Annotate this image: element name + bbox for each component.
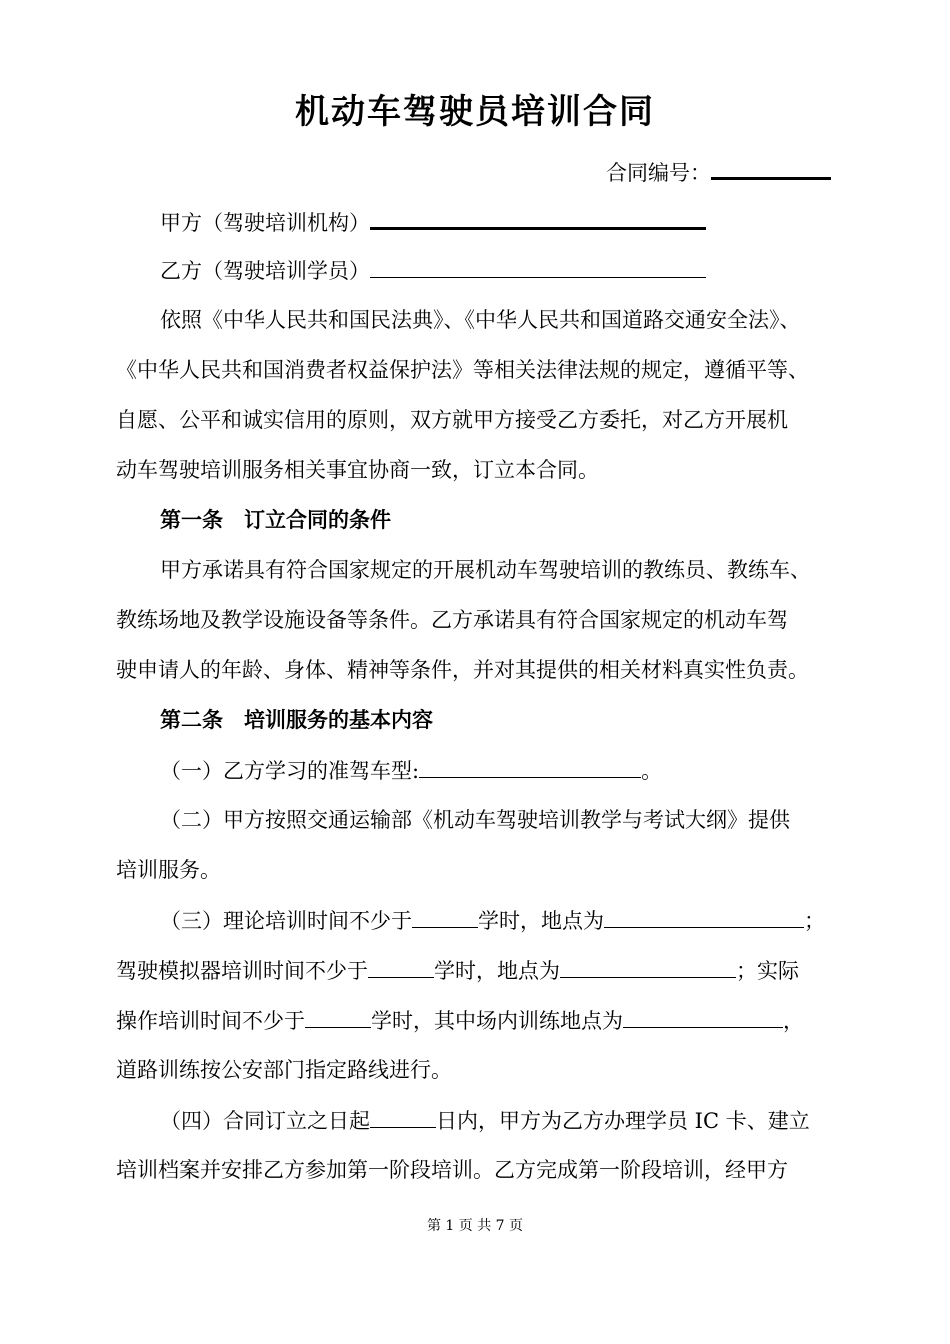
item-1-line	[160, 755, 662, 786]
item-3-line-2	[116, 955, 799, 986]
intro-line: 《中华人民共和国消费者权益保护法》等相关法律法规的规定，遵循平等、	[116, 358, 809, 382]
item-3-text: 学时，地点为	[478, 909, 604, 933]
article-1-line: 甲方承诺具有符合国家规定的开展机动车驾驶培训的教练员、教练车、	[160, 558, 811, 582]
page-footer: 第 1 页 共 7 页	[426, 1218, 524, 1234]
item-3-text: ，	[783, 1009, 804, 1033]
item-3-text: 驾驶模拟器培训时间不少于	[116, 959, 368, 983]
simulator-location-blank	[560, 955, 736, 978]
article-1-line: 教练场地及教学设施设备等条件。乙方承诺具有符合国家规定的机动车驾	[116, 608, 788, 632]
item-4-line-2: 培训档案并安排乙方参加第一阶段培训。乙方完成第一阶段培训，经甲方	[116, 1158, 788, 1182]
contract-number-line	[606, 155, 831, 188]
item-3-text: ；实际	[736, 959, 799, 983]
theory-location-blank	[604, 905, 804, 928]
field-location-blank	[623, 1005, 783, 1028]
item-3-line-4: 道路训练按公安部门指定路线进行。	[116, 1058, 452, 1082]
item-3-text: 操作培训时间不少于	[116, 1009, 305, 1033]
party-b-blank	[370, 255, 706, 278]
item-1-label: （一）乙方学习的准驾车型:	[160, 759, 420, 783]
item-3-text: 学时，其中场内训练地点为	[371, 1009, 623, 1033]
intro-line: 自愿、公平和诚实信用的原则，双方就甲方接受乙方委托，对乙方开展机	[116, 408, 788, 432]
party-b-label: 乙方（驾驶培训学员）	[160, 259, 370, 283]
contract-number-blank	[711, 155, 831, 180]
item-4-text: （四）合同订立之日起	[160, 1109, 370, 1133]
item-4-text: 日内，甲方为乙方办理学员 IC 卡、建立	[436, 1109, 810, 1133]
item-3-line-3	[116, 1005, 804, 1036]
intro-line: 依照《中华人民共和国民法典》、《中华人民共和国道路交通安全法》、	[160, 308, 801, 332]
item-3-text: ；	[804, 909, 825, 933]
vehicle-type-blank	[419, 755, 641, 778]
intro-line: 动车驾驶培训服务相关事宜协商一致，订立本合同。	[116, 458, 599, 482]
article-2-heading: 第二条 培训服务的基本内容	[160, 707, 433, 732]
item-2-line: （二）甲方按照交通运输部《机动车驾驶培训教学与考试大纲》提供	[160, 808, 790, 832]
practice-hours-blank	[305, 1005, 371, 1028]
contract-number-label: 合同编号：	[606, 161, 711, 185]
item-1-end: 。	[641, 759, 663, 783]
simulator-hours-blank	[368, 955, 434, 978]
party-a-line	[160, 205, 706, 238]
party-a-blank	[370, 205, 706, 230]
party-a-label: 甲方（驾驶培训机构）	[160, 211, 370, 235]
item-3-text: 学时，地点为	[434, 959, 560, 983]
theory-hours-blank	[412, 905, 478, 928]
item-3-line-1	[160, 905, 825, 936]
item-4-line-1	[160, 1105, 810, 1136]
party-b-line	[160, 255, 706, 286]
item-3-text: （三）理论培训时间不少于	[160, 909, 412, 933]
article-1-line: 驶申请人的年龄、身体、精神等条件，并对其提供的相关材料真实性负责。	[116, 658, 809, 682]
days-blank	[370, 1105, 436, 1128]
item-2-line: 培训服务。	[116, 858, 221, 882]
article-1-heading: 第一条 订立合同的条件	[160, 507, 391, 532]
document-title: 机动车驾驶员培训合同	[295, 92, 655, 132]
